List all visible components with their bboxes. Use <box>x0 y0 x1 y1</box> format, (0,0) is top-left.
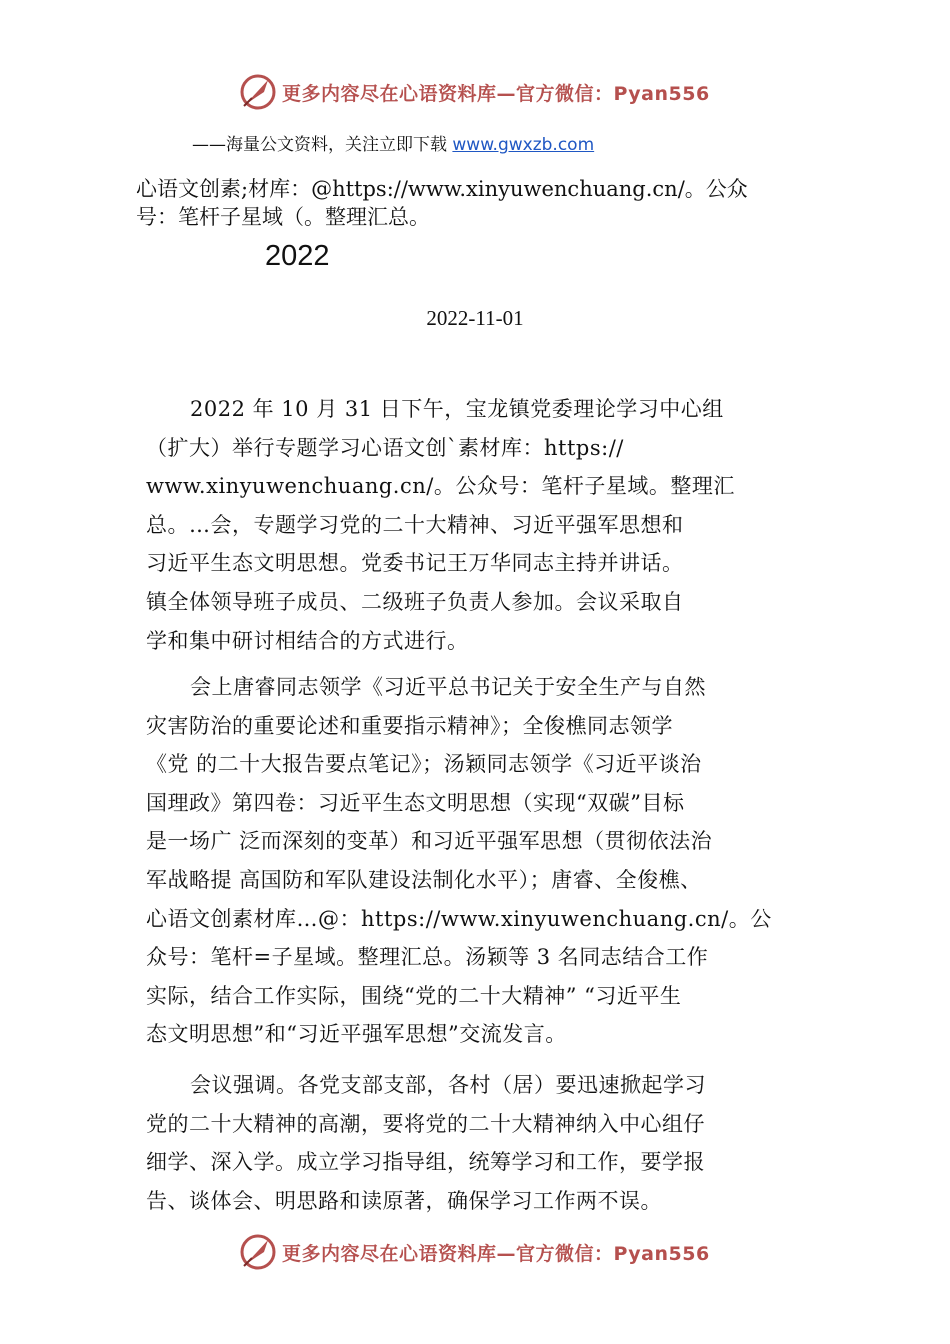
paragraph-line: 心语文创素材库…@：https://www.xinyuwenchuang.cn/。公 <box>146 906 772 931</box>
paragraph-line: 告、谈体会、明思路和读原著，确保学习工作两不误。 <box>146 1188 662 1213</box>
paragraph-line: 《党 的二十大报告要点笔记》；汤颖同志领学《习近平谈治 <box>146 752 702 777</box>
paragraph-line: 总。…会，专题学习党的二十大精神、习近平强军思想和 <box>146 512 684 537</box>
paragraph-line: 党的二十大精神的高潮，要将党的二十大精神纳入中心组仔 <box>146 1111 705 1136</box>
download-note <box>192 130 594 155</box>
paragraph-line: 国理政》第四卷：习近平生态文明思想（实现“双碳”目标 <box>146 790 685 815</box>
paragraph-line: 实际，结合工作实际，围绕“党的二十大精神” “习近平生 <box>146 983 682 1008</box>
paragraph-line: 镇全体领导班子成员、二级班子负责人参加。会议采取自 <box>146 589 684 614</box>
banner-text: 更多内容尽在心语资料库—官方微信：Pyan556 <box>282 1242 710 1265</box>
paragraph-2 <box>146 668 818 1054</box>
document-title: 2022 <box>265 240 330 272</box>
document-date: 2022-11-01 <box>426 306 524 330</box>
quill-circle-icon <box>238 1232 278 1272</box>
watermark-line-2: 号：笔杆子星域（。整理汇总。 <box>136 205 430 229</box>
paragraph-line: 态文明思想”和“习近平强军思想”交流发言。 <box>146 1022 567 1047</box>
paragraph-1 <box>146 390 818 660</box>
header-banner <box>238 72 710 112</box>
download-note-text: ——海量公文资料，关注立即下载 <box>192 135 453 155</box>
footer-banner <box>238 1232 710 1272</box>
paragraph-line: 是一场广 泛而深刻的变革）和习近平强军思想（贯彻依法治 <box>146 829 713 854</box>
paragraph-3 <box>146 1066 818 1220</box>
paragraph-line: （扩大）举行专题学习心语文创`素材库：https:// <box>146 435 624 460</box>
paragraph-line: 会议强调。各党支部支部，各村（居）要迅速掀起学习 <box>190 1073 706 1097</box>
paragraph-line: www.xinyuwenchuang.cn/。公众号：笔杆子星域。整理汇 <box>146 474 735 499</box>
paragraph-line: 灾害防治的重要论述和重要指示精神》；全俊樵同志领学 <box>146 713 673 738</box>
paragraph-line: 学和集中研讨相结合的方式进行。 <box>146 628 469 653</box>
paragraph-line: 2022 年 10 月 31 日下午，宝龙镇党委理论学习中心组 <box>190 397 724 421</box>
paragraph-line: 细学、深入学。成立学习指导组，统筹学习和工作，要学报 <box>146 1150 705 1175</box>
paragraph-line: 众号：笔杆=子星域。整理汇总。汤颖等 3 名同志结合工作 <box>146 945 709 970</box>
paragraph-line: 军战略提 高国防和军队建设法制化水平）；唐睿、全俊樵、 <box>146 867 702 892</box>
quill-circle-icon <box>238 72 278 112</box>
download-link[interactable]: www.gwxzb.com <box>452 135 595 155</box>
watermark-line-1: 心语文创素;材库：@https://www.xinyuwenchuang.cn/。公众 <box>136 177 748 201</box>
paragraph-line: 习近平生态文明思想。党委书记王万华同志主持并讲话。 <box>146 551 684 576</box>
banner-text: 更多内容尽在心语资料库—官方微信：Pyan556 <box>282 82 710 105</box>
paragraph-line: 会上唐睿同志领学《习近平总书记关于安全生产与自然 <box>190 675 706 699</box>
